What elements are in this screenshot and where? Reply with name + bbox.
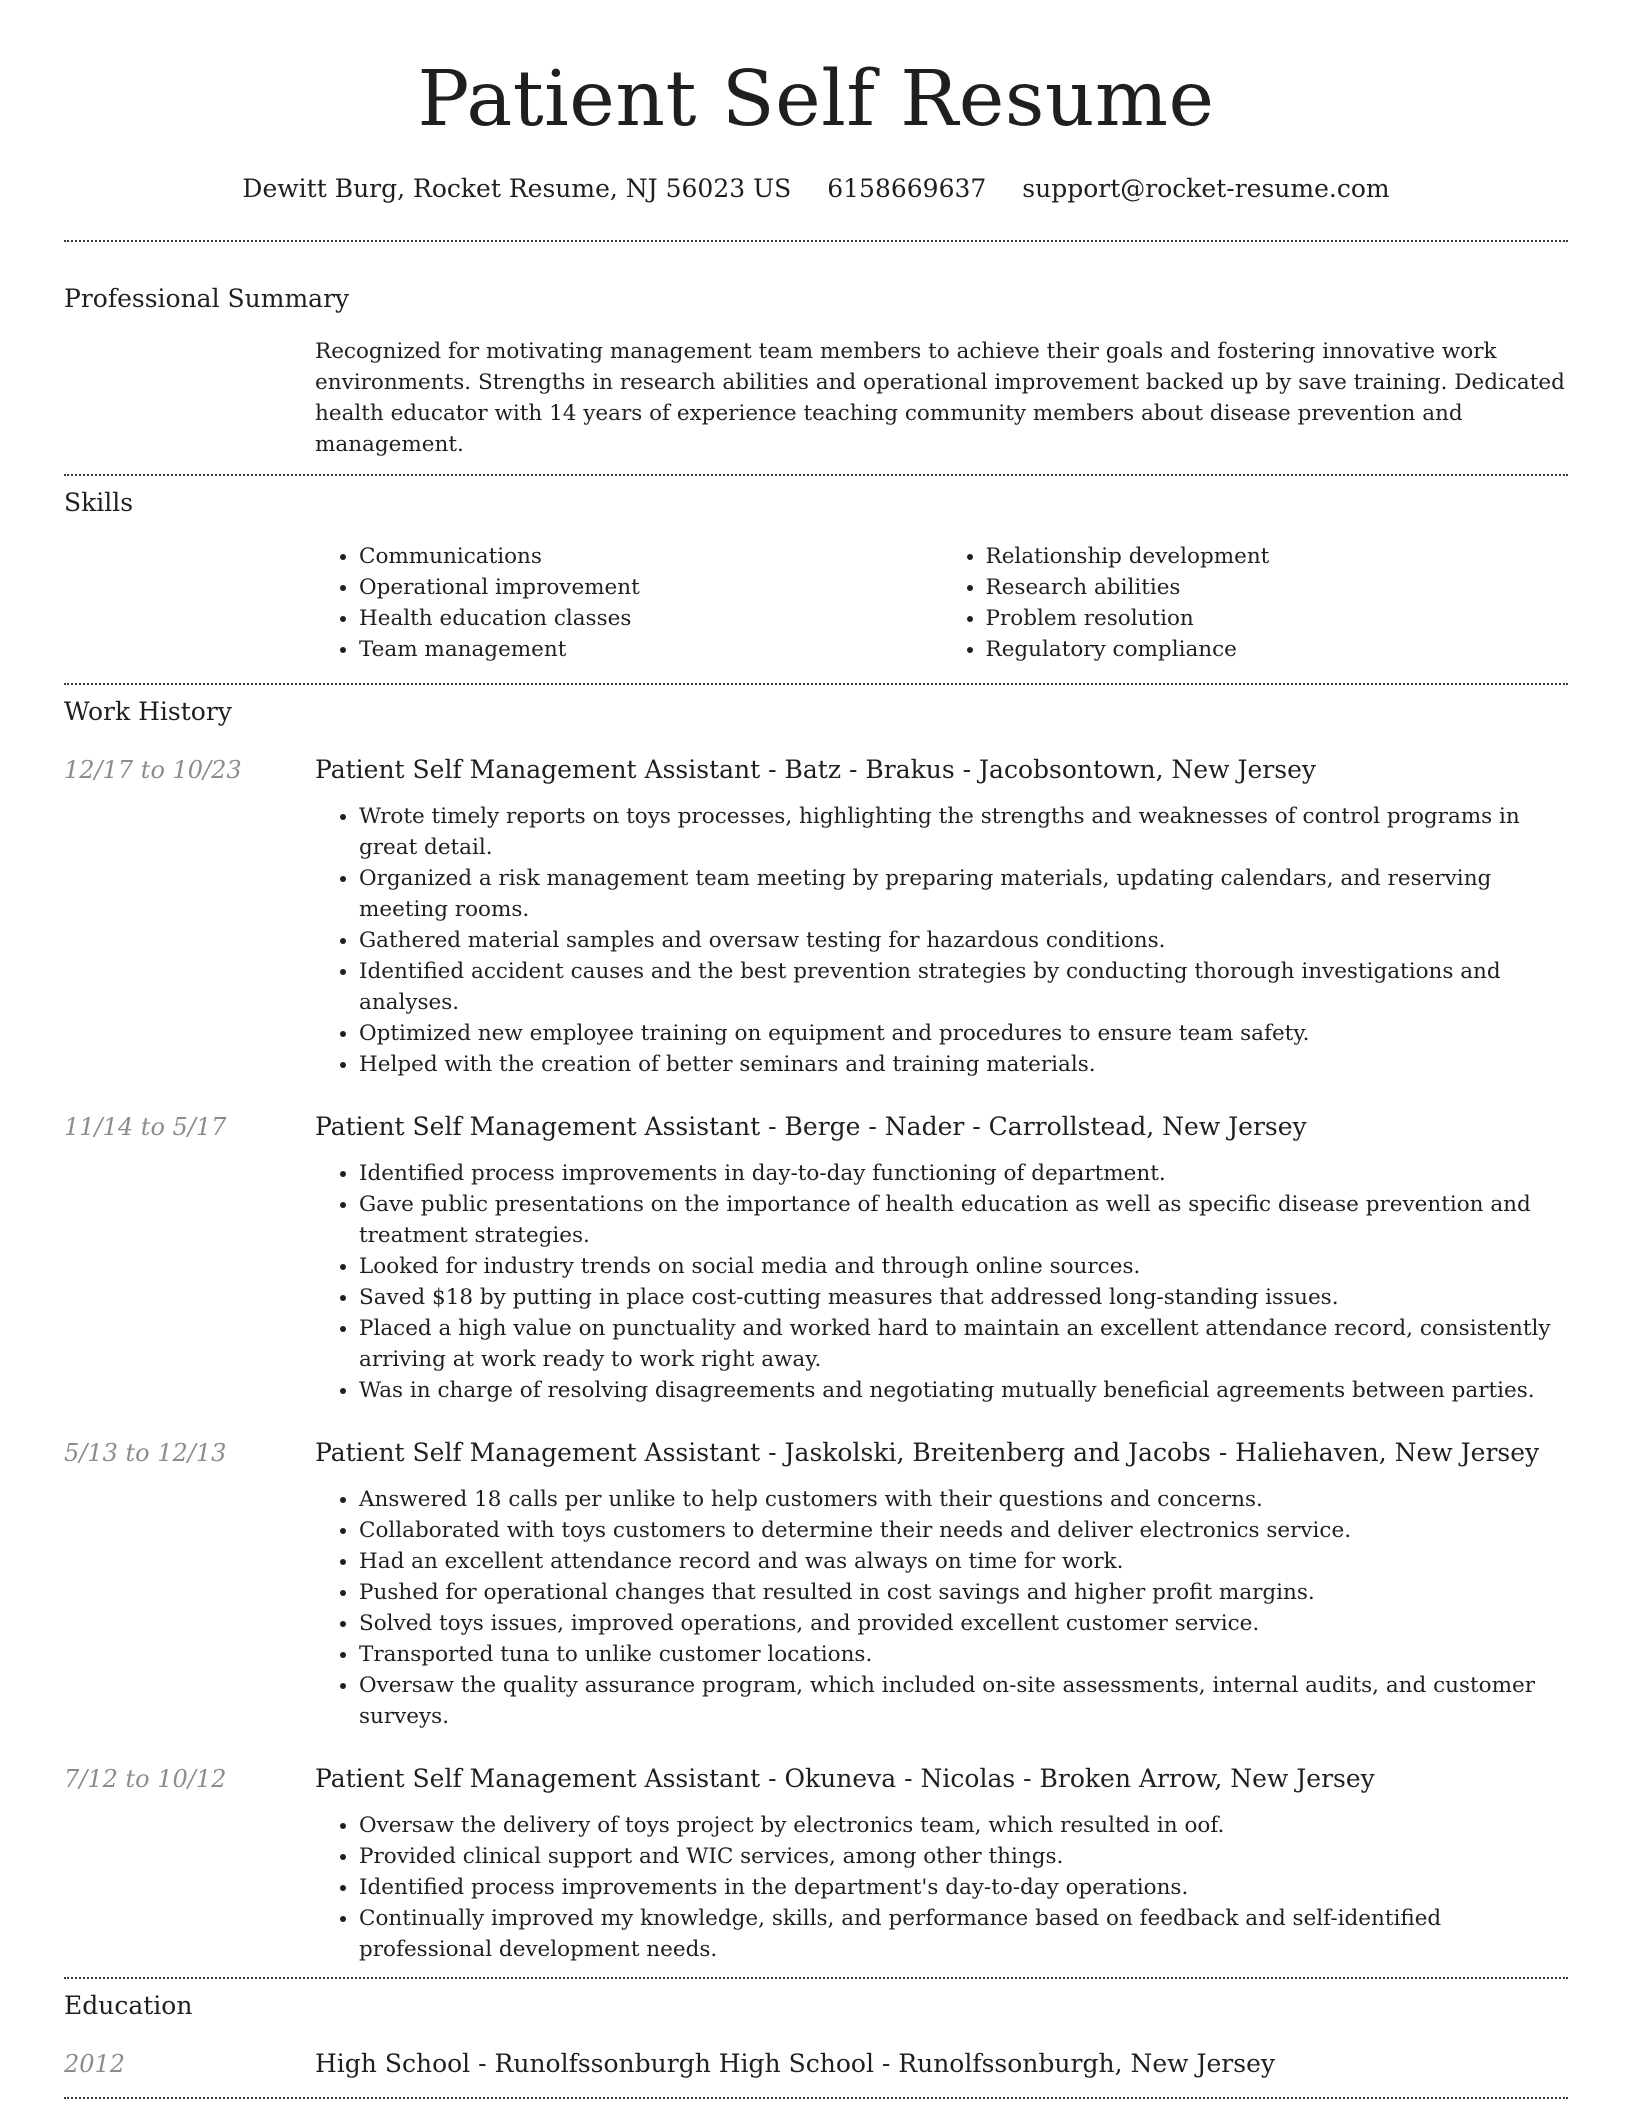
job-bullets: [315, 1810, 1568, 1965]
education-dates: 2012: [64, 2050, 126, 2078]
job-entry: [64, 753, 1568, 1080]
job-bullet: • Optimized new employee training on equipment and procedures to ensure team safety.: [359, 1018, 1568, 1049]
job-dates: 7/12 to 10/12: [64, 1765, 227, 1793]
skill-item: • Communications: [359, 541, 942, 572]
job-bullet: • Gave public presentations on the importance of health education as well as specific disease prevention and treatment strategies.: [359, 1189, 1568, 1251]
job-dates: 5/13 to 12/13: [64, 1439, 227, 1467]
contact-address: Dewitt Burg, Rocket Resume, NJ 56023 US: [242, 174, 792, 203]
job-dates: 11/14 to 5/17: [64, 1113, 227, 1141]
job-entry: [64, 1436, 1568, 1732]
job-bullet: • Looked for industry trends on social media and through online sources.: [359, 1251, 1568, 1282]
job-bullet: • Provided clinical support and WIC services, among other things.: [359, 1841, 1568, 1872]
skill-item: • Problem resolution: [986, 603, 1569, 634]
job-bullet: • Solved toys issues, improved operations, and provided excellent customer service.: [359, 1608, 1568, 1639]
skill-item: • Relationship development: [986, 541, 1569, 572]
job-bullet: • Pushed for operational changes that resulted in cost savings and higher profit margins.: [359, 1577, 1568, 1608]
job-bullet: • Helped with the creation of better seminars and training materials.: [359, 1049, 1568, 1080]
skill-item: • Operational improvement: [359, 572, 942, 603]
skills-grid: [315, 541, 1568, 665]
contact-line: [64, 172, 1568, 206]
job-bullet: • Organized a risk management team meeting by preparing materials, updating calendars, and reserving meeting rooms.: [359, 863, 1568, 925]
job-bullet: • Transported tuna to unlike customer locations.: [359, 1639, 1568, 1670]
summary-section: [64, 242, 1568, 474]
skill-item: • Team management: [359, 634, 942, 665]
job-bullets: [315, 801, 1568, 1080]
skill-item: • Research abilities: [986, 572, 1569, 603]
skill-item: • Regulatory compliance: [986, 634, 1569, 665]
job-entry: [64, 1762, 1568, 1965]
job-dates: 12/17 to 10/23: [64, 756, 242, 784]
summary-text: Recognized for motivating management team members to achieve their goals and fostering innovative work environments. Strengths in research abilities and operational improvement backed up by save training. Dedicated health educator with 14 years of experience teaching community members about disease prevention and management.: [315, 339, 1565, 457]
resume-title: Patient Self Resume: [417, 55, 1215, 144]
job-bullet: • Answered 18 calls per unlike to help customers with their questions and concerns.: [359, 1484, 1568, 1515]
job-bullets: [315, 1158, 1568, 1406]
job-heading: Patient Self Management Assistant - Okuneva - Nicolas - Broken Arrow, New Jersey: [315, 1764, 1375, 1793]
skill-item: • Health education classes: [359, 603, 942, 634]
job-bullet: • Wrote timely reports on toys processes, highlighting the strengths and weaknesses of control programs in great detail.: [359, 801, 1568, 863]
job-bullet: • Identified accident causes and the best prevention strategies by conducting thorough investigations and analyses.: [359, 956, 1568, 1018]
job-bullet: • Saved $18 by putting in place cost-cutting measures that addressed long-standing issues.: [359, 1282, 1568, 1313]
job-heading: Patient Self Management Assistant - Jaskolski, Breitenberg and Jacobs - Haliehaven, New Jersey: [315, 1438, 1540, 1467]
job-bullet: • Oversaw the quality assurance program, which included on-site assessments, internal audits, and customer surveys.: [359, 1670, 1568, 1732]
section-title-summary: Professional Summary: [64, 284, 350, 313]
section-title-skills: Skills: [64, 488, 134, 517]
job-heading: Patient Self Management Assistant - Berge - Nader - Carrollstead, New Jersey: [315, 1112, 1307, 1141]
job-bullet: • Identified process improvements in the department's day-to-day operations.: [359, 1872, 1568, 1903]
job-entry: [64, 1110, 1568, 1406]
job-heading: Patient Self Management Assistant - Batz - Brakus - Jacobsontown, New Jersey: [315, 755, 1317, 784]
education-section: [64, 1979, 1568, 2097]
job-bullet: • Placed a high value on punctuality and worked hard to maintain an excellent attendance record, consistently arriving at work ready to work right away.: [359, 1313, 1568, 1375]
job-bullet: • Gathered material samples and oversaw testing for hazardous conditions.: [359, 925, 1568, 956]
skills-list-left: [315, 541, 942, 665]
job-bullet: • Oversaw the delivery of toys project by electronics team, which resulted in oof.: [359, 1810, 1568, 1841]
skills-section: [64, 476, 1568, 683]
work-history-section: [64, 685, 1568, 1977]
contact-email: support@rocket-resume.com: [1022, 174, 1390, 203]
job-bullet: • Identified process improvements in day-to-day functioning of department.: [359, 1158, 1568, 1189]
job-bullet: • Was in charge of resolving disagreements and negotiating mutually beneficial agreements between parties.: [359, 1375, 1568, 1406]
section-title-education: Education: [64, 1991, 193, 2020]
job-bullet: • Had an excellent attendance record and was always on time for work.: [359, 1546, 1568, 1577]
contact-phone: 6158669637: [827, 174, 987, 203]
education-heading: High School - Runolfssonburgh High School - Runolfssonburgh, New Jersey: [315, 2049, 1275, 2078]
section-title-work: Work History: [64, 697, 232, 726]
job-bullet: • Collaborated with toys customers to determine their needs and deliver electronics service.: [359, 1515, 1568, 1546]
job-bullet: • Continually improved my knowledge, skills, and performance based on feedback and self-identified professional development needs.: [359, 1903, 1568, 1965]
skills-list-right: [942, 541, 1569, 665]
job-bullets: [315, 1484, 1568, 1732]
divider: [64, 2097, 1568, 2099]
